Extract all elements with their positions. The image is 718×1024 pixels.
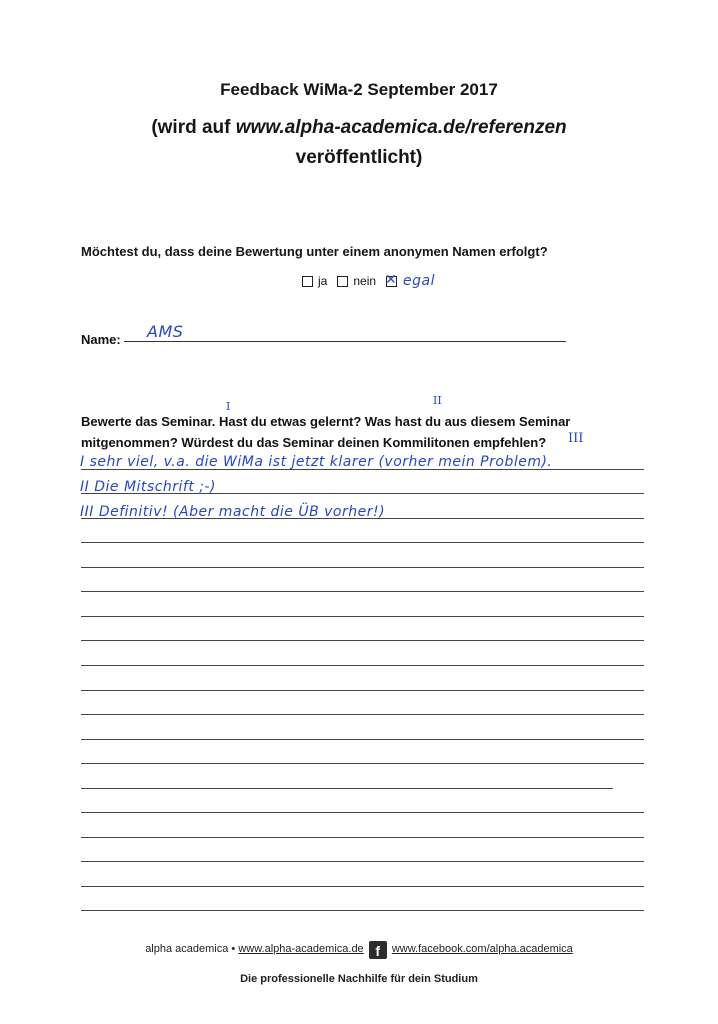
answer-rule [81, 837, 644, 838]
answer-rule [81, 518, 644, 519]
answer-rule [81, 665, 644, 666]
rating-prompt: Bewerte das Seminar. Hast du etwas gelernt? Was hast du aus diesem Seminar mitgenommen? Würdest du das Seminar deinen Kommilitonen empfehlen? [81, 414, 571, 450]
answer-rule [81, 591, 644, 592]
marker-1: I [226, 400, 231, 413]
answer-rule [81, 640, 644, 641]
option-nein[interactable] [337, 274, 376, 288]
subtitle-url: www.alpha-academica.de/referenzen [235, 117, 567, 138]
page-subtitle [0, 117, 718, 139]
answer-line-3[interactable]: III Definitiv! (Aber macht die ÜB vorher!) [80, 504, 386, 520]
answer-rule [81, 567, 644, 568]
footer-tagline: Die professionelle Nachhilfe für dein Studium [240, 973, 478, 985]
answer-rule [81, 910, 644, 911]
subtitle-prefix: (wird auf [151, 117, 236, 138]
name-value[interactable]: AMS [147, 322, 184, 341]
answer-rule [81, 763, 644, 764]
answer-rule [81, 739, 644, 740]
footer-brand: alpha academica • [145, 943, 236, 955]
answer-rule [81, 616, 644, 617]
answer-rule [81, 861, 644, 862]
checkbox-ja[interactable] [302, 276, 313, 287]
answer-rule [81, 714, 644, 715]
website-link[interactable]: www.alpha-academica.de [238, 943, 364, 955]
answer-rule [81, 493, 644, 494]
anonymous-question: Möchtest du, dass deine Bewertung unter einem anonymen Namen erfolgt? [81, 244, 548, 259]
answer-line-1[interactable]: I sehr viel, v.a. die WiMa ist jetzt klarer (vorher mein Problem). [80, 454, 553, 470]
page-title: Feedback WiMa-2 September 2017 [220, 80, 498, 99]
name-field-line[interactable] [124, 341, 566, 342]
option-egal[interactable] [386, 273, 435, 289]
checkbox-nein[interactable] [337, 276, 348, 287]
anonymous-options [302, 273, 445, 289]
option-egal-label: egal [403, 273, 435, 289]
facebook-icon[interactable]: f [369, 941, 387, 959]
footer-links [0, 941, 718, 959]
answer-rule [81, 690, 644, 691]
marker-2: II [433, 394, 442, 407]
answer-rule [81, 542, 644, 543]
facebook-link[interactable]: www.facebook.com/alpha.academica [391, 943, 573, 955]
answer-rule [81, 886, 644, 887]
subtitle-suffix: veröffentlicht) [295, 147, 423, 168]
answer-line-2[interactable]: II Die Mitschrift ;-) [80, 479, 217, 495]
option-nein-label: nein [353, 274, 377, 288]
answer-rule [81, 788, 613, 789]
name-label: Name: [81, 332, 121, 347]
marker-3: III [568, 431, 584, 446]
answer-rule [81, 469, 644, 470]
option-ja[interactable] [302, 274, 327, 288]
answer-rule [81, 812, 644, 813]
checkbox-egal[interactable] [386, 276, 397, 287]
option-ja-label: ja [318, 274, 328, 288]
